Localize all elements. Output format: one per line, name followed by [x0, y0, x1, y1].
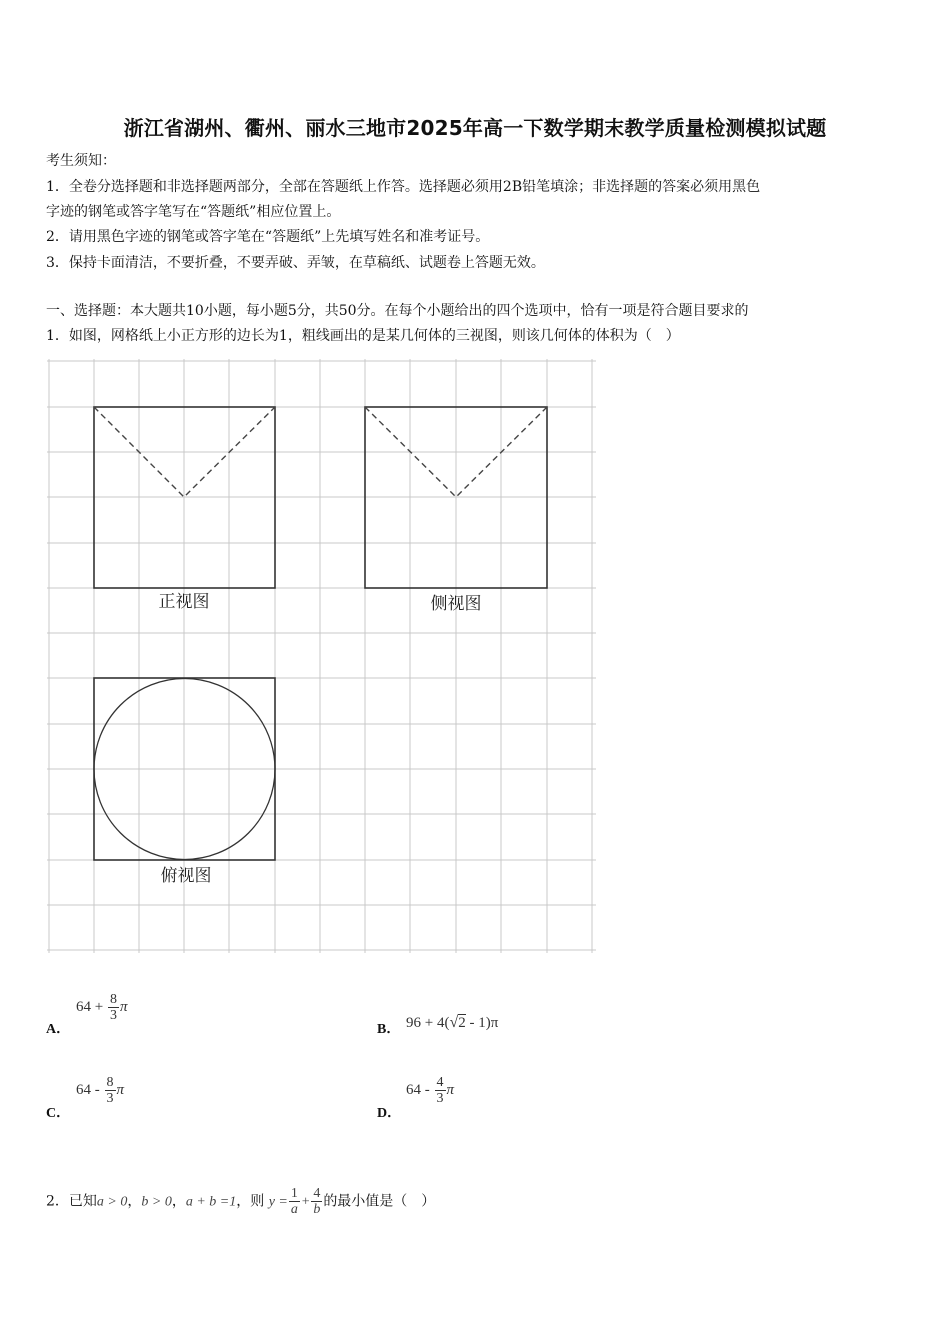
q2-sep-1: ，	[127, 1193, 142, 1210]
choice-a-label: A．	[46, 1022, 71, 1037]
q2-frac1-numerator: 1	[290, 1186, 298, 1201]
choice-c-denominator: 3	[106, 1091, 114, 1106]
q2-frac1-denominator: a	[290, 1202, 298, 1217]
notice-item-1-cont: 字迹的钢笔或答字笔写在“答题纸”相应位置上。	[46, 204, 341, 220]
choice-c-expression	[76, 1075, 124, 1106]
q2-sep-3: ，则	[236, 1193, 265, 1210]
q2-condition-sum: a + b =1	[185, 1194, 237, 1210]
notice-item-1: 1．全卷分选择题和非选择题两部分，全部在答题纸上作答。选择题必须用2B铅笔填涂；非选择题的答案必须用黑色	[46, 179, 761, 195]
choice-d-denominator: 3	[436, 1091, 444, 1106]
choice-d[interactable]	[377, 1102, 401, 1122]
choice-b-radicand: 2	[458, 1015, 466, 1031]
grid-lines	[47, 359, 596, 953]
section-heading: 一、选择题：本大题共10小题，每小题5分，共50分。在每个小题给出的四个选项中，恰有一项是符合题目要求的	[46, 303, 749, 319]
grid-paper	[44, 355, 602, 957]
choice-a-pi: π	[119, 998, 128, 1015]
question-1-stem: 1．如图，网格纸上小正方形的边长为1，粗线画出的是某几何体的三视图，则该几何体的体积为（ ）	[46, 328, 680, 344]
choice-c-base: 64 -	[76, 1081, 100, 1098]
three-view-figure	[44, 355, 602, 957]
choice-d-expression	[406, 1075, 454, 1106]
choice-d-base: 64 -	[406, 1081, 430, 1098]
choice-b-prefix: 96 + 4(	[406, 1015, 450, 1031]
question-2-stem	[46, 1186, 435, 1217]
front-view-label: 正视图	[158, 592, 210, 612]
choice-a-base: 64 +	[76, 998, 104, 1015]
choice-b-label: B．	[377, 1022, 401, 1037]
notice-item-3: 3．保持卡面清洁，不要折叠，不要弄破、弄皱，在草稿纸、试题卷上答题无效。	[46, 255, 545, 271]
q2-condition-b: b > 0	[141, 1194, 172, 1210]
choice-a[interactable]	[46, 1018, 70, 1038]
q2-frac2-denominator: b	[313, 1202, 321, 1217]
sqrt-icon: √	[449, 1014, 459, 1031]
q2-plus: +	[300, 1194, 311, 1210]
choice-c-label: C．	[46, 1106, 71, 1121]
choice-c-pi: π	[116, 1081, 125, 1098]
choice-d-numerator: 4	[436, 1075, 444, 1090]
notice-item-2: 2．请用黑色字迹的钢笔或答字笔在“答题纸”上先填写姓名和准考证号。	[46, 229, 490, 245]
notice-heading: 考生须知：	[46, 153, 116, 169]
choice-c-numerator: 8	[106, 1075, 114, 1090]
choice-c[interactable]	[46, 1102, 70, 1122]
top-view-label: 俯视图	[160, 866, 212, 886]
choice-d-pi: π	[446, 1081, 455, 1098]
q2-prefix: 2．已知	[46, 1193, 97, 1210]
choice-a-expression	[76, 992, 127, 1023]
choice-b-suffix: - 1)π	[465, 1015, 499, 1031]
q2-frac2-numerator: 4	[313, 1186, 321, 1201]
q2-suffix: 的最小值是（ ）	[323, 1193, 436, 1210]
q2-sep-2: ，	[171, 1193, 186, 1210]
q2-condition-a: a > 0	[96, 1194, 128, 1210]
q2-y: y =	[268, 1194, 288, 1210]
choice-a-numerator: 8	[109, 992, 117, 1007]
choice-a-denominator: 3	[109, 1008, 117, 1023]
choice-b-expression	[406, 1014, 498, 1032]
choice-b[interactable]	[377, 1018, 400, 1038]
side-view-label: 侧视图	[430, 594, 482, 614]
page-title: 浙江省湖州、衢州、丽水三地市2025年高一下数学期末教学质量检测模拟试题	[123, 116, 827, 140]
choice-d-label: D．	[377, 1106, 402, 1121]
